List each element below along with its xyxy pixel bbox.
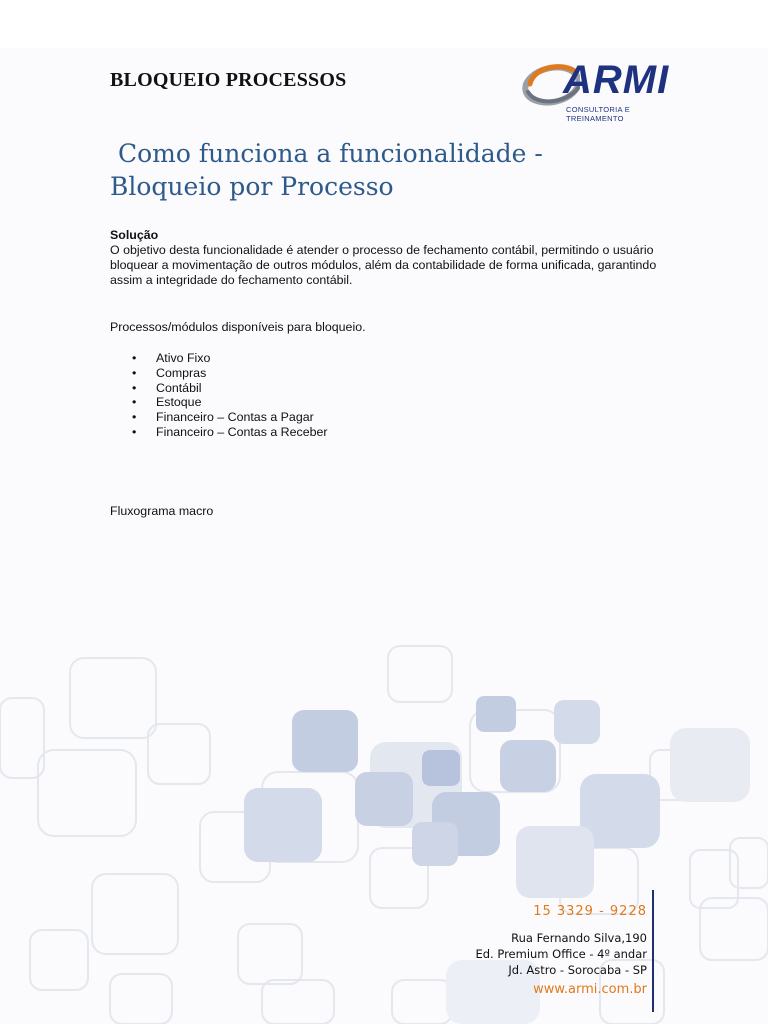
list-item: • Contábil (132, 380, 202, 395)
footer-address-line-1: Rua Fernando Silva,190 (511, 931, 647, 945)
armi-logo (520, 58, 690, 123)
bullet-icon: • (132, 395, 137, 410)
list-item: • Estoque (132, 395, 202, 410)
processos-intro: Processos/módulos disponíveis para bloqueio. (110, 320, 366, 334)
heading-line-1: Como funciona a funcionalidade - (118, 139, 543, 168)
solucao-paragraph: O objetivo desta funcionalidade é atender o processo de fechamento contábil, permitindo o usuário bloquear a movimentação de outros módulos, além da contabilidade de forma unificada, garantindo assim a integridade do fechamento contábil. (110, 243, 657, 287)
logo-wordmark: ARMI (563, 58, 670, 102)
footer-address-line-2: Ed. Premium Office - 4º andar (475, 947, 647, 961)
list-item: • Financeiro – Contas a Receber (132, 424, 328, 439)
processos-list (110, 351, 328, 440)
list-item: • Ativo Fixo (132, 351, 211, 365)
bullet-icon: • (132, 365, 137, 380)
footer-divider (652, 890, 654, 1012)
footer-address-line-3: Jd. Astro - Sorocaba - SP (508, 963, 647, 977)
footer-website-link[interactable]: www.armi.com.br (533, 982, 647, 997)
document-header-title: BLOQUEIO PROCESSOS (110, 69, 347, 91)
heading-line-2: Bloqueio por Processo (110, 172, 394, 201)
footer-phone: 15 3329 - 9228 (533, 904, 647, 919)
logo-subtitle: CONSULTORIA E TREINAMENTO (566, 105, 631, 123)
list-item: • Compras (132, 365, 207, 380)
footer-contact (475, 903, 647, 999)
bullet-icon: • (132, 351, 137, 365)
fluxograma-label: Fluxograma macro (110, 504, 214, 518)
bullet-icon: • (132, 424, 137, 439)
bullet-icon: • (132, 410, 137, 425)
list-item: • Financeiro – Contas a Pagar (132, 410, 314, 425)
main-heading (110, 137, 630, 203)
solucao-label: Solução (110, 228, 159, 242)
bullet-icon: • (132, 380, 137, 395)
